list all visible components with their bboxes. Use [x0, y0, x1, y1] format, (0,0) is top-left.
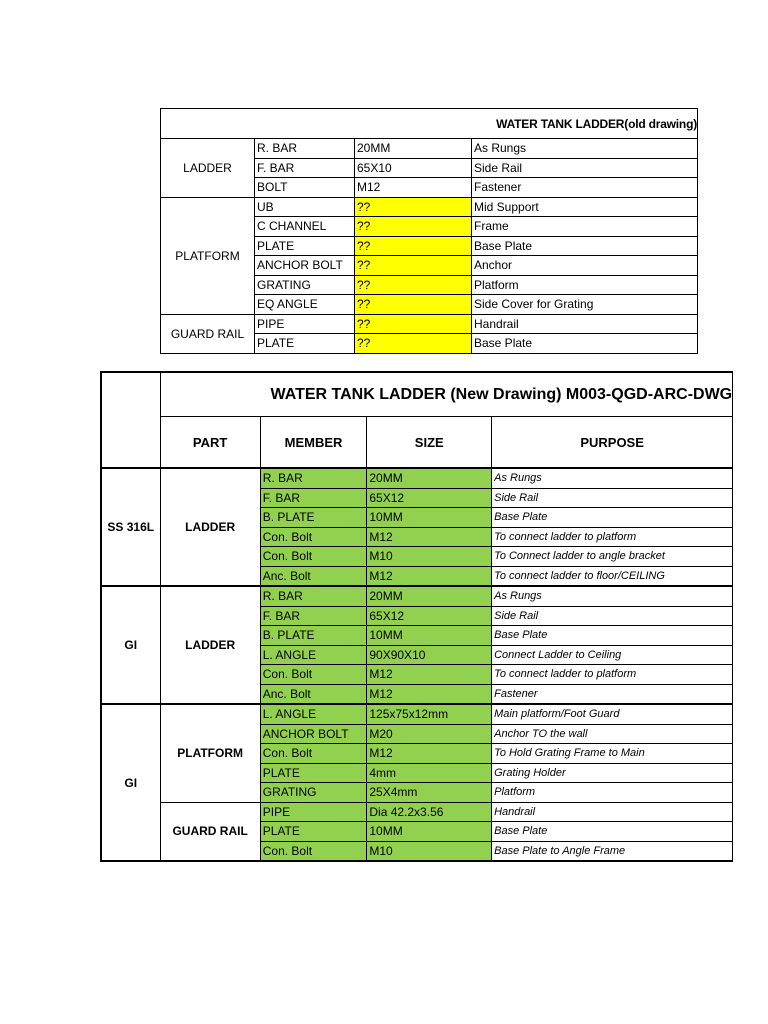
member-cell: PLATE [255, 334, 355, 354]
member-cell: C CHANNEL [255, 217, 355, 237]
purpose-cell: Side Cover for Grating [472, 295, 698, 315]
purpose-cell: To Connect ladder to angle bracket [492, 547, 733, 567]
size-cell: ?? [355, 334, 472, 354]
group-label-ladder: LADDER [160, 468, 260, 586]
member-cell: PLATE [260, 763, 367, 783]
member-cell: ANCHOR BOLT [260, 724, 367, 744]
table-row [161, 139, 698, 159]
member-cell: GRATING [260, 783, 367, 803]
member-cell: Con. Bolt [260, 665, 367, 685]
purpose-cell: Main platform/Foot Guard [492, 704, 733, 724]
new-drawing-table [100, 371, 733, 862]
size-cell: 4mm [367, 763, 492, 783]
purpose-cell: Base Plate to Angle Frame [492, 841, 733, 861]
member-cell: PLATE [260, 822, 367, 842]
size-cell: ?? [355, 256, 472, 276]
material-header-blank [101, 417, 160, 469]
size-cell: 10MM [367, 626, 492, 646]
size-cell: M12 [367, 684, 492, 704]
purpose-cell: Side Rail [492, 488, 733, 508]
size-cell: M12 [367, 527, 492, 547]
member-cell: Anc. Bolt [260, 566, 367, 586]
member-cell: F. BAR [260, 488, 367, 508]
member-cell: B. PLATE [260, 626, 367, 646]
member-cell: R. BAR [260, 586, 367, 606]
size-cell: ?? [355, 197, 472, 217]
member-cell: R. BAR [260, 468, 367, 488]
purpose-cell: Base Plate [492, 508, 733, 528]
member-cell: ANCHOR BOLT [255, 256, 355, 276]
group-label-ladder: LADDER [160, 586, 260, 704]
purpose-cell: As Rungs [492, 586, 733, 606]
purpose-cell: Fastener [472, 178, 698, 198]
material-label-gi: GI [101, 704, 160, 861]
member-cell: Con. Bolt [260, 547, 367, 567]
size-cell: ?? [355, 275, 472, 295]
material-header-blank [101, 372, 160, 417]
member-cell: L. ANGLE [260, 645, 367, 665]
new-table-title-row [101, 372, 733, 417]
size-cell: Dia 42.2x3.56 [367, 802, 492, 822]
member-cell: F. BAR [255, 158, 355, 178]
purpose-cell: To Hold Grating Frame to Main [492, 744, 733, 764]
group-label-ladder: LADDER [161, 139, 255, 198]
size-cell: 20MM [367, 586, 492, 606]
purpose-cell: Fastener [492, 684, 733, 704]
purpose-cell: To connect ladder to floor/CEILING [492, 566, 733, 586]
purpose-cell: Base Plate [492, 822, 733, 842]
old-drawing-table [160, 108, 698, 354]
size-cell: M10 [367, 547, 492, 567]
size-cell: 20MM [367, 468, 492, 488]
size-cell: 65X12 [367, 488, 492, 508]
part-header: PART [160, 417, 260, 469]
material-label-gi: GI [101, 586, 160, 704]
size-cell: 125x75x12mm [367, 704, 492, 724]
size-cell: 90X90X10 [367, 645, 492, 665]
purpose-cell: To connect ladder to platform [492, 665, 733, 685]
new-table-title: WATER TANK LADDER (New Drawing) M003-QGD-ARC-DWG [160, 372, 733, 417]
old-table-title-row [161, 109, 698, 139]
member-cell: Con. Bolt [260, 841, 367, 861]
purpose-cell: Frame [472, 217, 698, 237]
table-row [101, 802, 733, 822]
purpose-cell: Mid Support [472, 197, 698, 217]
size-cell: 10MM [367, 822, 492, 842]
size-cell: M12 [367, 566, 492, 586]
purpose-cell: As Rungs [472, 139, 698, 159]
table-row [161, 314, 698, 334]
purpose-cell: Anchor [472, 256, 698, 276]
size-cell: 10MM [367, 508, 492, 528]
member-cell: R. BAR [255, 139, 355, 159]
table-row [161, 197, 698, 217]
size-cell: ?? [355, 236, 472, 256]
purpose-cell: Side Rail [472, 158, 698, 178]
size-cell: M12 [367, 665, 492, 685]
purpose-cell: Anchor TO the wall [492, 724, 733, 744]
member-cell: F. BAR [260, 606, 367, 626]
group-label-platform: PLATFORM [160, 704, 260, 802]
size-cell: ?? [355, 217, 472, 237]
purpose-header: PURPOSE [492, 417, 733, 469]
member-cell: Con. Bolt [260, 527, 367, 547]
purpose-cell: As Rungs [492, 468, 733, 488]
table-row [101, 704, 733, 724]
purpose-cell: Handrail [472, 314, 698, 334]
table-row [101, 468, 733, 488]
member-cell: PIPE [260, 802, 367, 822]
size-cell: ?? [355, 314, 472, 334]
size-header: SIZE [367, 417, 492, 469]
size-cell: 25X4mm [367, 783, 492, 803]
member-cell: UB [255, 197, 355, 217]
purpose-cell: To connect ladder to platform [492, 527, 733, 547]
purpose-cell: Side Rail [492, 606, 733, 626]
purpose-cell: Platform [492, 783, 733, 803]
size-cell: 65X12 [367, 606, 492, 626]
member-cell: GRATING [255, 275, 355, 295]
size-cell: 20MM [355, 139, 472, 159]
member-cell: PLATE [255, 236, 355, 256]
member-cell: PIPE [255, 314, 355, 334]
member-header: MEMBER [260, 417, 367, 469]
group-label-platform: PLATFORM [161, 197, 255, 314]
size-cell: M20 [367, 724, 492, 744]
material-label-ss316l: SS 316L [101, 468, 160, 586]
purpose-cell: Grating Holder [492, 763, 733, 783]
group-label-guard-rail: GUARD RAIL [161, 314, 255, 353]
member-cell: BOLT [255, 178, 355, 198]
size-cell: ?? [355, 295, 472, 315]
member-cell: B. PLATE [260, 508, 367, 528]
member-cell: Con. Bolt [260, 744, 367, 764]
purpose-cell: Connect Ladder to Ceiling [492, 645, 733, 665]
purpose-cell: Base Plate [472, 236, 698, 256]
member-cell: EQ ANGLE [255, 295, 355, 315]
table-row [101, 586, 733, 606]
size-cell: M12 [367, 744, 492, 764]
size-cell: 65X10 [355, 158, 472, 178]
purpose-cell: Base Plate [492, 626, 733, 646]
member-cell: Anc. Bolt [260, 684, 367, 704]
purpose-cell: Handrail [492, 802, 733, 822]
size-cell: M12 [355, 178, 472, 198]
purpose-cell: Base Plate [472, 334, 698, 354]
old-table-title: WATER TANK LADDER(old drawing) [161, 109, 698, 139]
header-row [101, 417, 733, 469]
size-cell: M10 [367, 841, 492, 861]
purpose-cell: Platform [472, 275, 698, 295]
group-label-guard-rail: GUARD RAIL [160, 802, 260, 861]
member-cell: L. ANGLE [260, 704, 367, 724]
